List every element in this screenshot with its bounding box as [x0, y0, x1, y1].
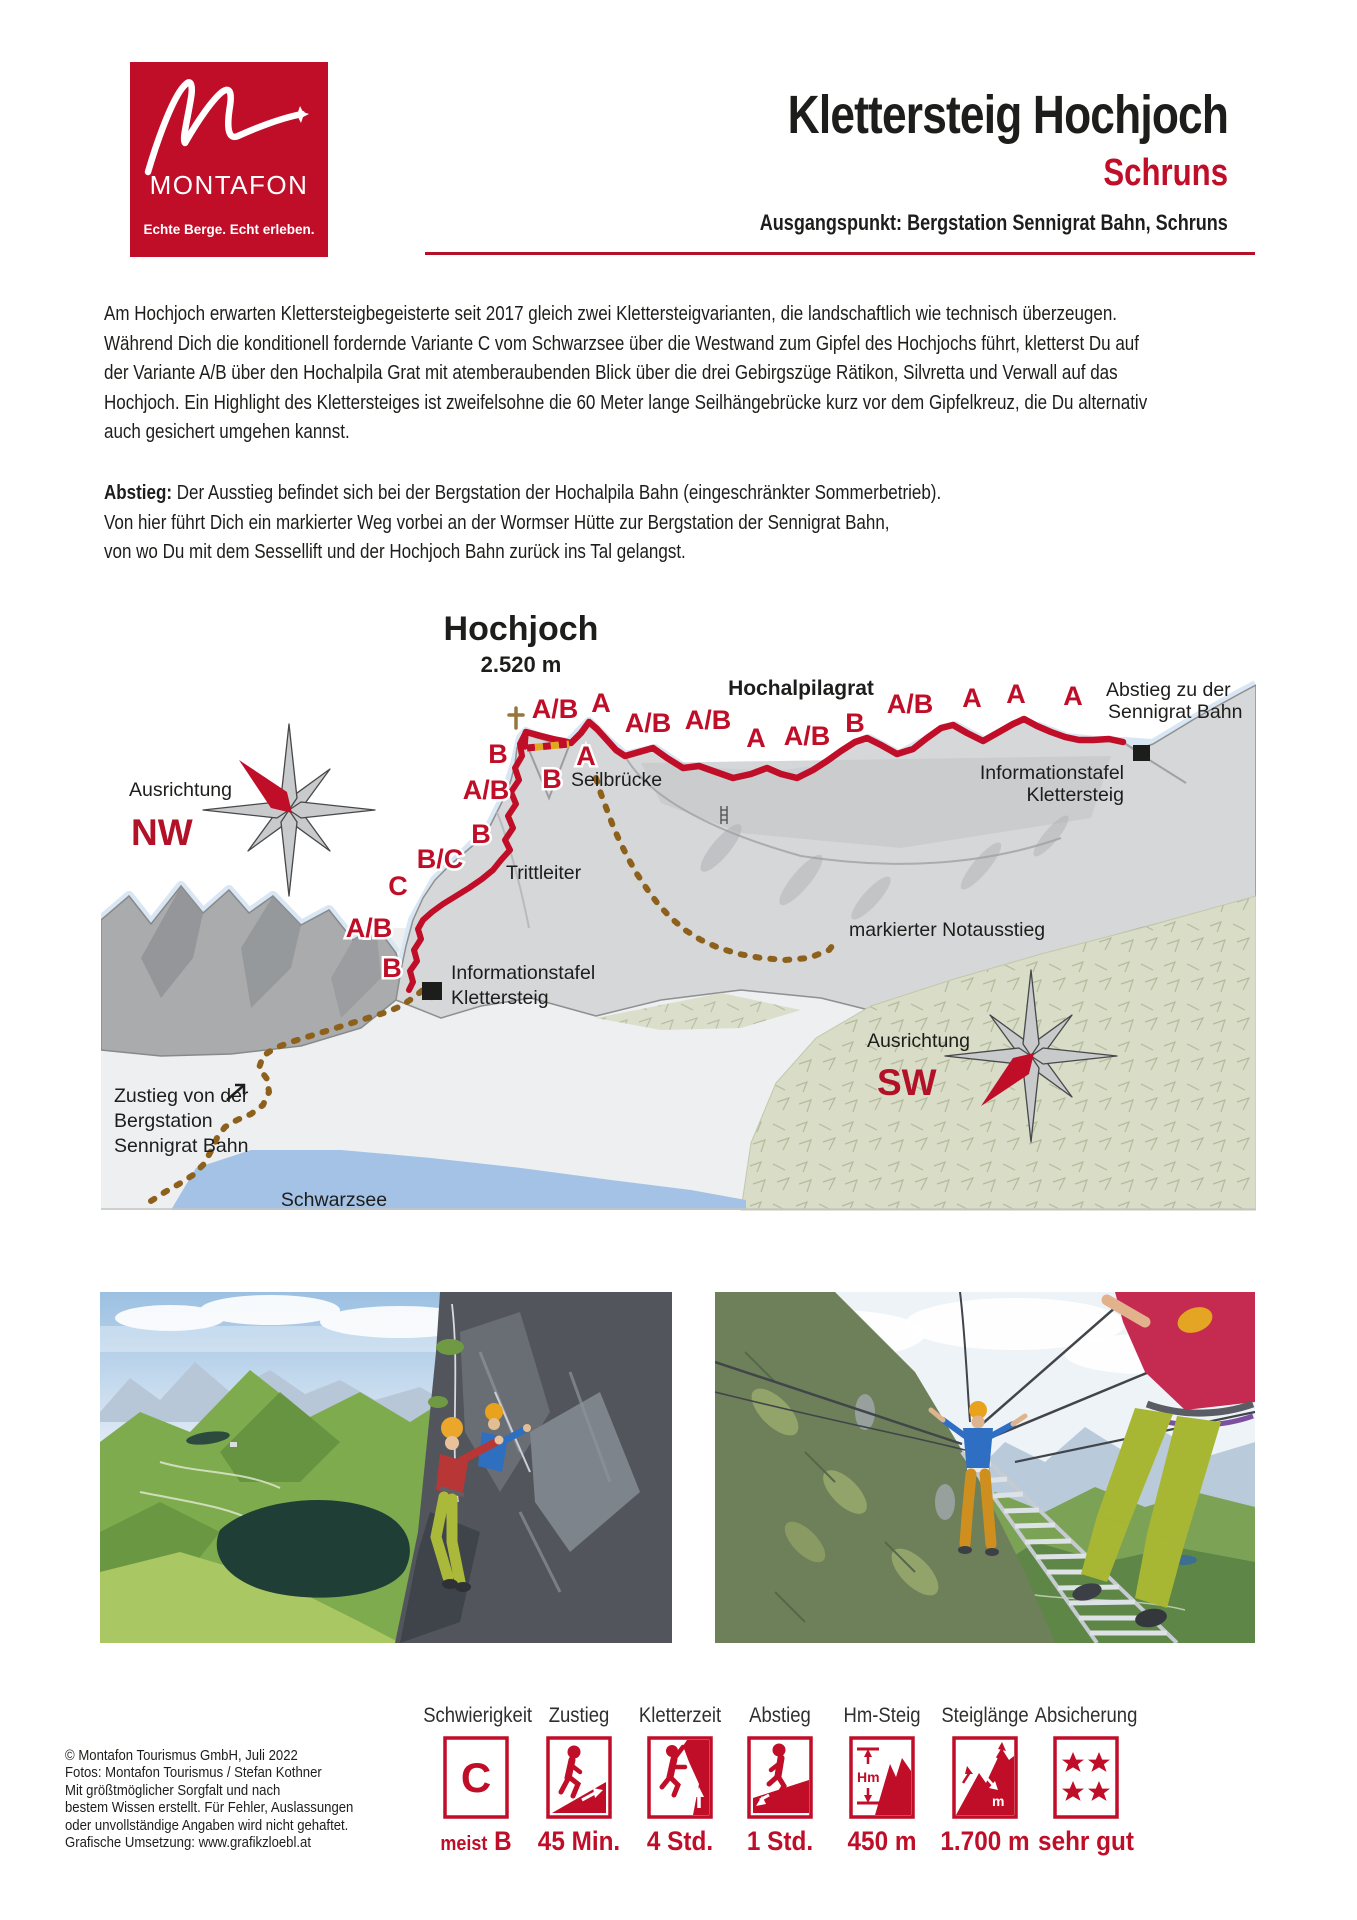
svg-text:A: A — [576, 741, 596, 771]
stat-elevation-gain: Hm-Steig Hm 450 m — [843, 1704, 921, 1856]
mountain-logo-icon — [140, 76, 318, 176]
label-zustieg-3: Sennigrat Bahn — [114, 1135, 249, 1157]
height-meters-icon — [849, 1736, 915, 1820]
info-right-line1: Informationstafel — [979, 762, 1124, 784]
svg-text:A/B: A/B — [886, 689, 934, 719]
svg-text:m: m — [992, 1793, 1005, 1809]
label-notausstieg: markierter Notausstieg — [849, 919, 1046, 941]
label-seilbruecke: Seilbrücke — [571, 769, 663, 791]
page-subtitle: Schruns — [1103, 152, 1228, 194]
montafon-logo — [130, 62, 328, 257]
stat-difficulty: Schwierigkeit C meist B — [423, 1704, 533, 1856]
svg-text:B: B — [845, 708, 865, 738]
descent-paragraph: Abstieg: Der Ausstieg befindet sich bei der Bergstation der Hochalpila Bahn (eingeschränkter Sommerbetrieb). Von hier führt Dich ein markierter Weg vorbei an der Wormser Hütte zur Bergstation der Sennigrat Bahn, von wo Du mit dem Sessellift und der Hochjoch Bahn zurück ins Tal gelangst. — [104, 482, 942, 563]
info-right-line2: Klettersteig — [1026, 784, 1124, 806]
stat-approach: Zustieg 45 Min. — [537, 1704, 621, 1856]
info-left-line2: Klettersteig — [451, 987, 549, 1009]
svg-text:A/B: A/B — [531, 694, 579, 724]
header-divider — [425, 252, 1255, 255]
svg-text:A/B: A/B — [345, 913, 393, 943]
descent-label: Abstieg: — [104, 482, 172, 504]
ridge-name: Hochalpilagrat — [728, 677, 874, 700]
hiker-downhill-icon — [747, 1736, 813, 1820]
svg-text:A: A — [1006, 679, 1026, 709]
stat-descent: Abstieg 1 Std. — [746, 1704, 814, 1856]
stat-route-length: Steiglänge m 1.700 m — [940, 1704, 1030, 1856]
peak-name: Hochjoch — [443, 610, 599, 648]
route-length-icon — [952, 1736, 1018, 1820]
brand-tagline: Echte Berge. Echt erleben. — [143, 222, 315, 237]
svg-text:C: C — [388, 871, 408, 901]
document-header — [657, 85, 1228, 236]
svg-text:A: A — [1063, 681, 1083, 711]
photo-climbers — [100, 1292, 672, 1643]
svg-text:B/C: B/C — [416, 844, 464, 874]
svg-text:B: B — [488, 739, 508, 769]
intro-paragraph: Am Hochjoch erwarten Klettersteigbegeisterte seit 2017 gleich zwei Klettersteigvarianten, die landschaftlich wie technisch überzeugen. Während Dich die konditionell fordernde Variante C vom Schwarzsee über die Westwand zum Gipfel des Hochjochs führt, kletterst Du auf der Variante A/B über den Hochalpila Grat mit atemberaubenden Blick über die drei Gebirgszüge Rätikon, Silvretta und Verwall auf das Hochjoch. Ein Highlight des Klettersteiges ist zweifelsohne die 60 Meter lange Seilhängebrücke kurz vor dem Gipfelkreuz, die Du alternativ auch gesichert umgehen kannst. — [104, 303, 1148, 443]
brand-name: MONTAFON — [149, 170, 309, 200]
helmet-icon — [441, 1417, 463, 1439]
rock-face — [395, 1292, 672, 1643]
svg-text:A/B: A/B — [624, 708, 672, 738]
info-board-right — [1133, 745, 1150, 761]
svg-text:B: B — [382, 953, 402, 983]
four-stars-icon — [1053, 1736, 1119, 1820]
summit-cross-icon — [509, 708, 523, 728]
svg-text:A/B: A/B — [684, 705, 732, 735]
label-zustieg-2: Bergstation — [114, 1110, 213, 1132]
orientation-nw-label: Ausrichtung — [129, 779, 232, 801]
hiker-uphill-icon — [546, 1736, 612, 1820]
rope-bridge — [527, 744, 569, 748]
climber-icon — [647, 1736, 713, 1820]
route-map — [101, 598, 1256, 1213]
stat-protection: Absicherung sehr gut — [1034, 1704, 1138, 1856]
svg-text:A/B: A/B — [462, 775, 510, 805]
orientation-sw-label: Ausrichtung — [867, 1030, 970, 1052]
svg-text:B: B — [542, 764, 562, 794]
svg-text:A: A — [591, 688, 611, 718]
label-trittleiter: Trittleiter — [506, 862, 582, 884]
start-point: Ausgangspunkt: Bergstation Sennigrat Bahn, Schruns — [759, 210, 1228, 235]
info-left-line1: Informationstafel — [451, 962, 596, 984]
label-zustieg-1: Zustieg von der — [114, 1085, 249, 1107]
footer-credits: © Montafon Tourismus GmbH, Juli 2022 Fotos: Montafon Tourismus / Stefan Kothner Mit größtmöglicher Sorgfalt und nach bestem Wissen erstellt. Für Fehler, Auslassungen oder unvollständige Angaben wird nicht gehaftet. Grafische Umsetzung: www.grafikzloebl.at — [65, 1748, 354, 1852]
svg-text:B: B — [471, 819, 491, 849]
label-abstieg-1: Abstieg zu der — [1106, 679, 1231, 701]
compass-nw-icon — [203, 724, 375, 896]
peak-elevation: 2.520 m — [480, 652, 562, 677]
svg-text:A/B: A/B — [783, 721, 831, 751]
photo-suspension-bridge — [715, 1292, 1255, 1643]
label-abstieg-2: Sennigrat Bahn — [1108, 701, 1243, 723]
label-schwarzsee: Schwarzsee — [280, 1189, 388, 1211]
orientation-sw-value: SW — [877, 1062, 937, 1103]
page-title: Klettersteig Hochjoch — [787, 85, 1228, 145]
svg-text:A: A — [746, 723, 766, 753]
svg-text:Hm: Hm — [857, 1769, 880, 1785]
info-board-left — [422, 982, 442, 1000]
difficulty-icon — [443, 1736, 509, 1820]
svg-text:A: A — [962, 683, 982, 713]
orientation-nw-value: NW — [131, 812, 193, 853]
stat-climb-time: Kletterzeit 4 Std. — [638, 1704, 722, 1856]
star-icon — [292, 106, 309, 123]
svg-text:C: C — [460, 1754, 492, 1801]
